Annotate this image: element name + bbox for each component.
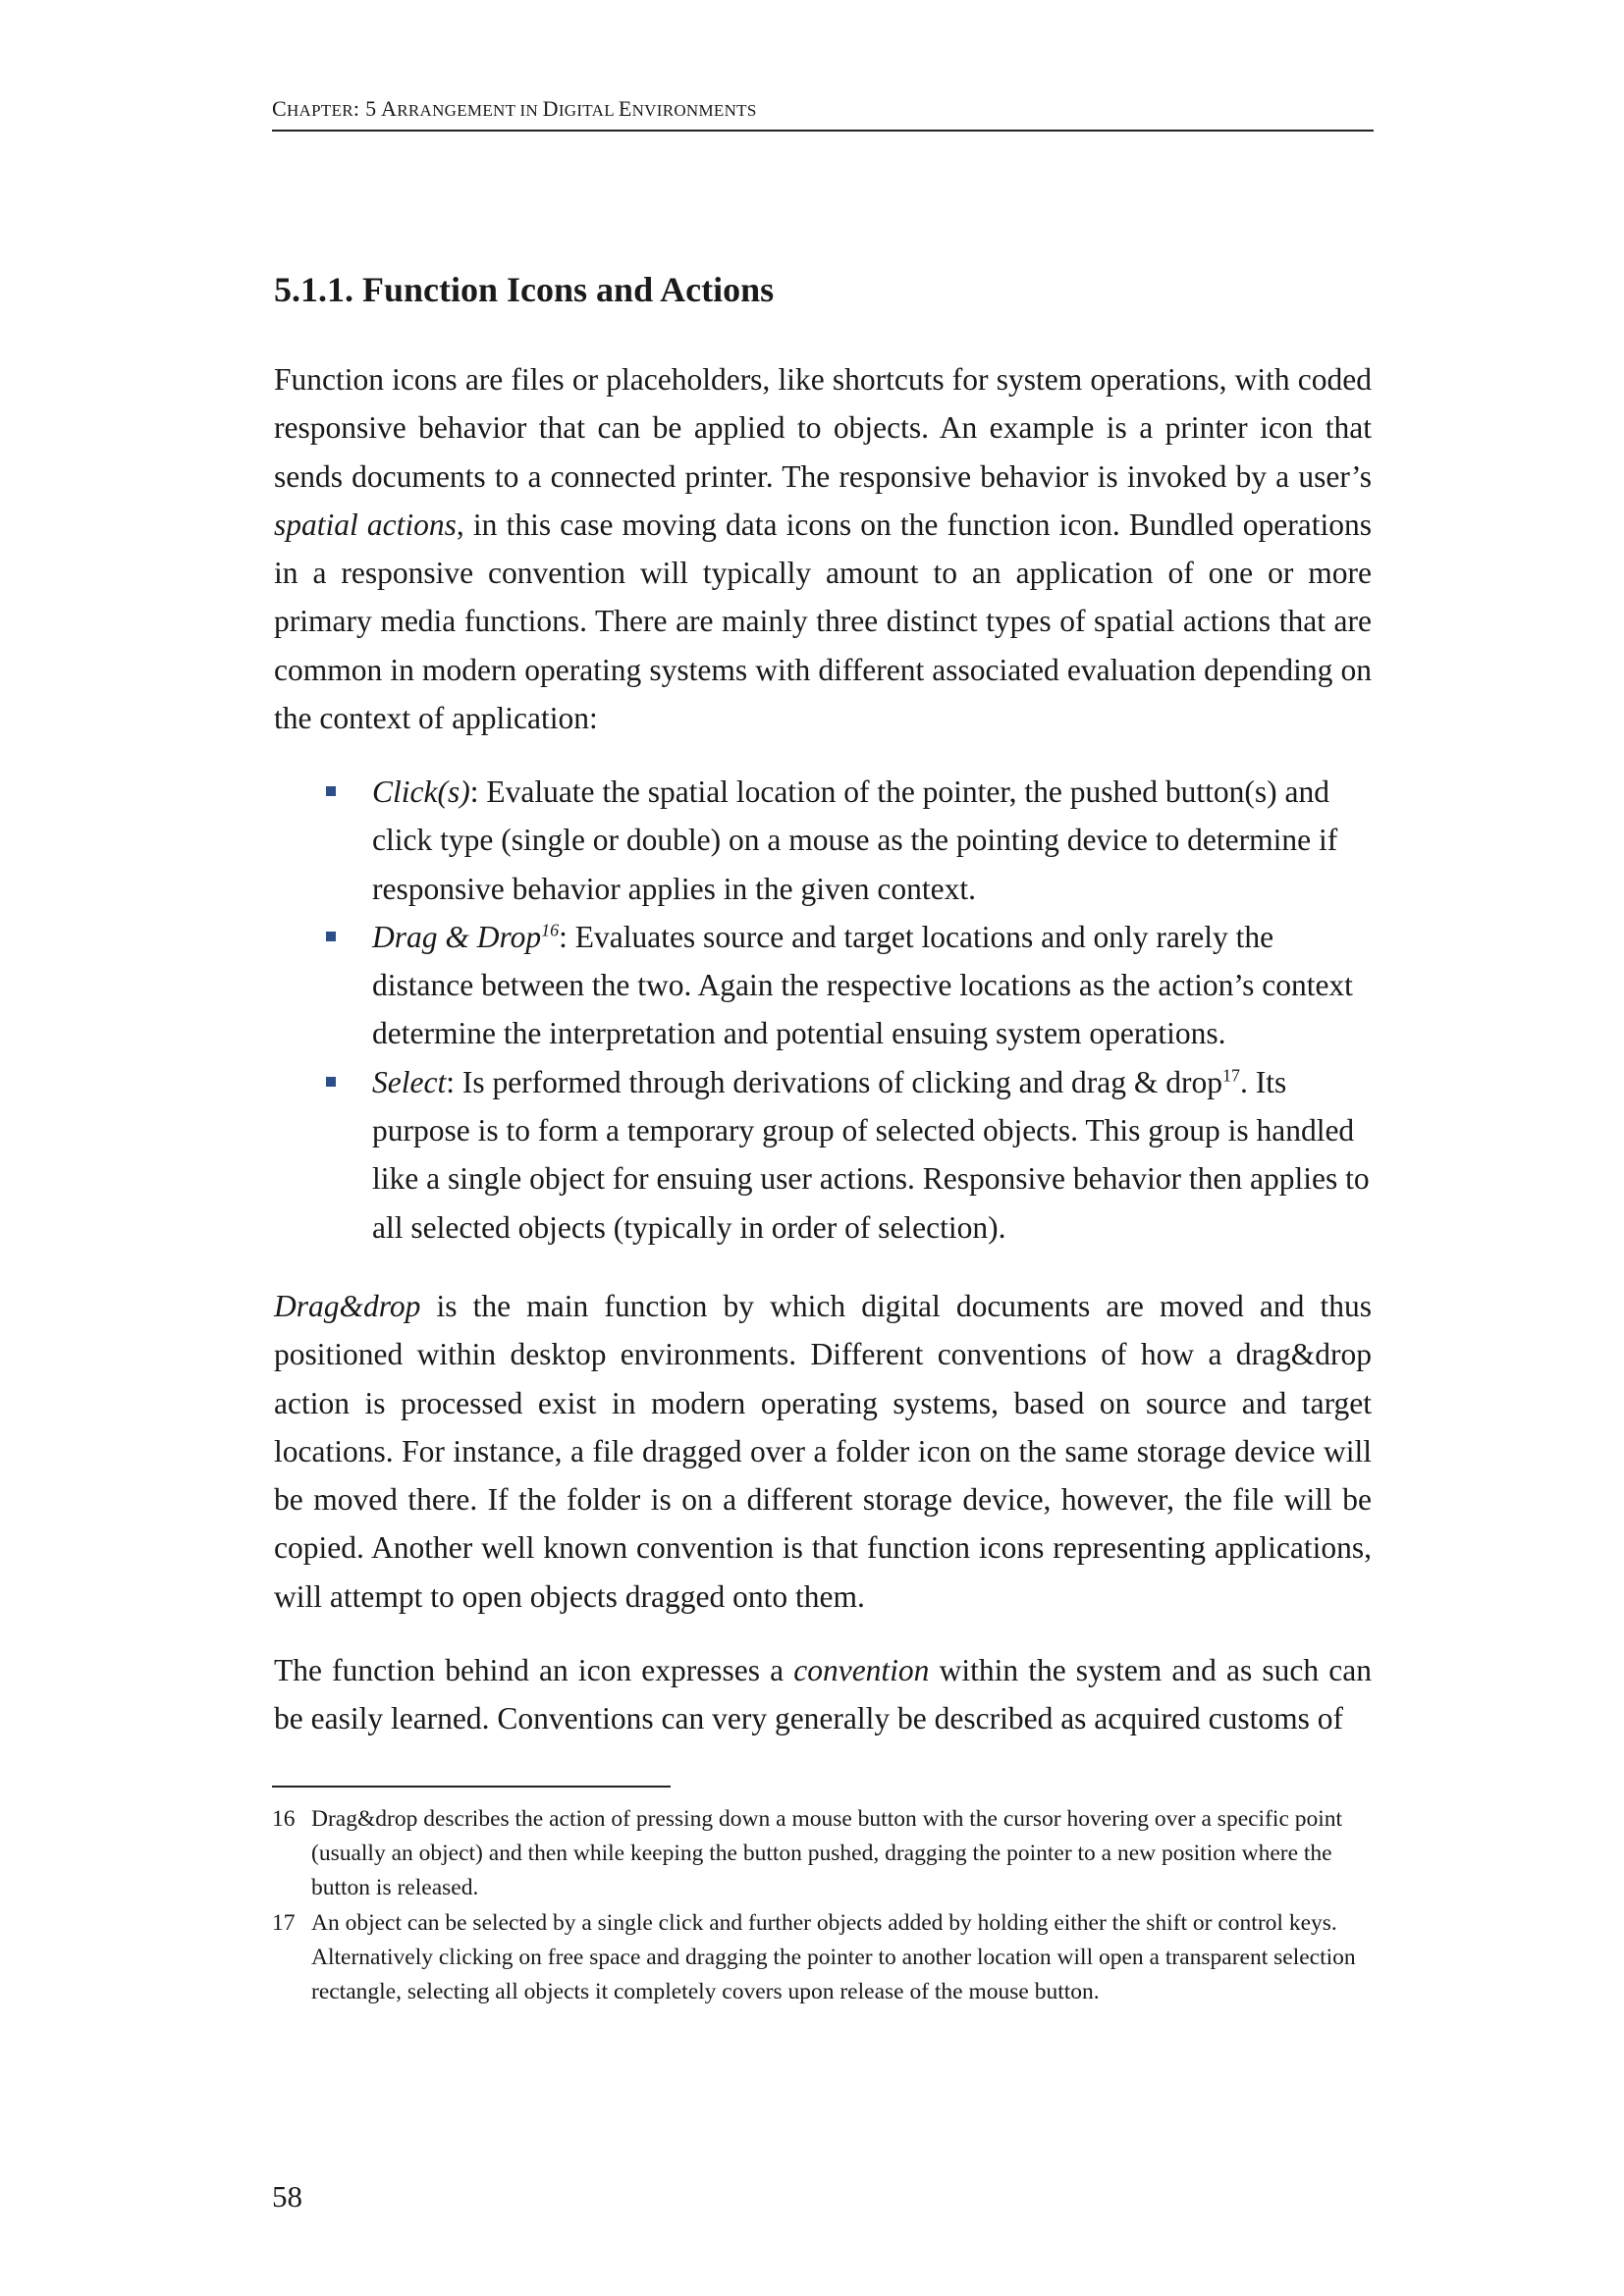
list-item-term: Drag & Drop [372, 919, 542, 954]
running-header [272, 96, 1374, 132]
header-a-cap: A [381, 96, 398, 121]
paragraph2-text: is the main function by which digital documents are moved and thus positioned within desktop environments. Different conventions of how a drag&drop action is processed exist in modern operating systems, based on source and target locations. For instance, a file dragged over a folder icon on the same storage device will be moved there. If the folder is on a different storage device, however, the file will be copied. Another well known convention is that function icons representing applications, will attempt to open objects dragged onto them. [274, 1289, 1372, 1614]
list-item-text: : Evaluate the spatial location of the pointer, the pushed button(s) and click type (single or double) on a mouse as the pointing device to determine if responsive behavior applies in the given context. [372, 774, 1338, 906]
header-d-rest: IGITAL [558, 101, 619, 120]
paragraph-drag-drop [274, 1282, 1372, 1621]
paragraph3-text-a: The function behind an icon expresses a [274, 1653, 794, 1687]
list-item-text: . Its purpose is to form a temporary group of selected objects. This group is handled like a single object for ensuing user actions. Responsive behavior then applies to all selected objects (typically in order of selection). [372, 1064, 1370, 1245]
header-d-cap: D [542, 96, 559, 121]
footnote-ref-16[interactable]: 16 [541, 920, 560, 940]
footnote-16 [272, 1802, 1372, 1905]
paragraph3-text-b: within the system and as such can be easily learned. Conventions can very generally be described as acquired customs of [274, 1653, 1372, 1736]
paragraph3-emphasis: convention [793, 1653, 930, 1687]
list-item-text: : Is performed through derivations of clicking and drag & drop [446, 1064, 1222, 1099]
bullet-square-icon [326, 1077, 336, 1087]
header-chapter-rest: HAPTER [286, 101, 353, 120]
footnote-17 [272, 1906, 1372, 2009]
header-chapter-cap: C [272, 96, 287, 121]
paragraph2-emphasis: Drag&drop [274, 1289, 421, 1323]
footnote-text: An object can be selected by a single click and further objects added by holding either the shift or control keys. Alternatively clicking on free space and dragging the pointer to another location will open a transparent selection rectangle, selecting all objects it completely covers upon release of the mouse button. [311, 1910, 1356, 2004]
footnote-ref-17[interactable]: 17 [1222, 1065, 1240, 1086]
paragraph1-text-a: Function icons are files or placeholders, like shortcuts for system operations, with coded responsive behavior that can be applied to objects. An example is a printer icon that sends documents to a connected printer. The responsive behavior is invoked by a user’s [274, 362, 1372, 494]
paragraph-convention [274, 1646, 1372, 1743]
list-item-term: Click(s) [372, 774, 470, 809]
footnote-number: 16 [272, 1806, 296, 1832]
list-item-term: Select [372, 1064, 447, 1099]
paragraph1-emphasis: spatial actions [274, 507, 457, 542]
bullet-square-icon [326, 932, 336, 941]
footnote-divider [272, 1786, 671, 1788]
list-item-text: : Evaluates source and target locations and only rarely the distance between the two. Again the respective locations as the action’s context determine the interpretation and potential ensuing system operations. [372, 919, 1353, 1051]
spatial-actions-list [323, 768, 1372, 1252]
bullet-square-icon [326, 786, 336, 796]
page-number: 58 [272, 2179, 302, 2214]
paragraph-function-icons [274, 355, 1372, 742]
footnotes [272, 1802, 1372, 2010]
header-a-rest: RRANGEMENT IN [397, 101, 543, 120]
list-item-select [323, 1058, 1372, 1252]
list-item-clicks [323, 768, 1372, 913]
header-chapter-number: : 5 [352, 96, 382, 121]
list-item-drag-drop [323, 913, 1372, 1058]
footnote-text: Drag&drop describes the action of pressing down a mouse button with the cursor hovering over a specific point (usually an object) and then while keeping the button pushed, dragging the pointer to a new position where the button is released. [311, 1806, 1343, 1900]
footnote-number: 17 [272, 1910, 296, 1936]
header-e-cap: E [618, 96, 632, 121]
header-e-rest: NVIRONMENTS [631, 101, 757, 120]
section-title: 5.1.1. Function Icons and Actions [274, 270, 775, 309]
paragraph1-text-b: , in this case moving data icons on the function icon. Bundled operations in a responsive convention will typically amount to an application of one or more primary media functions. There are mainly three distinct types of spatial actions that are common in modern operating systems with different associated evaluation depending on the context of application: [274, 507, 1372, 736]
